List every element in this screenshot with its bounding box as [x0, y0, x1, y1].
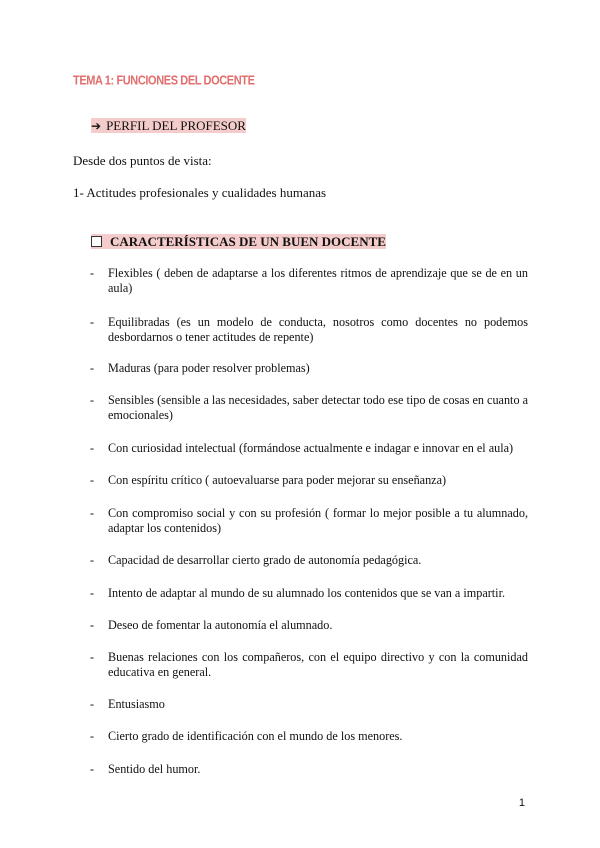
- bullet-dash: -: [90, 393, 95, 407]
- list-item: [90, 650, 528, 680]
- list-item-text: Intento de adaptar al mundo de su alumnado los contenidos que se van a impartir.: [108, 586, 506, 600]
- list-item-text: Flexibles ( deben de adaptarse a los diferentes ritmos de aprendizaje que se de en un aula): [108, 266, 528, 295]
- bullet-dash: -: [90, 650, 95, 664]
- list-item: [90, 729, 528, 744]
- page-number: 1: [518, 797, 525, 809]
- bullet-dash: -: [90, 762, 95, 776]
- list-item: [90, 697, 528, 712]
- bullet-dash: -: [90, 441, 95, 455]
- bullet-dash: -: [90, 266, 95, 280]
- subheading-text: CARACTERÍSTICAS DE UN BUEN DOCENTE: [110, 234, 386, 249]
- list-item-text: Con compromiso social y con su profesión ( formar lo mejor posible a tu alumnado, adaptar los contenidos): [108, 506, 528, 535]
- bullet-dash: -: [90, 553, 95, 567]
- list-item: [90, 506, 528, 536]
- bullet-dash: -: [90, 618, 95, 632]
- section-heading: [91, 118, 246, 134]
- list-item-text: Buenas relaciones con los compañeros, con el equipo directivo y con la comunidad educativa en general.: [108, 650, 528, 679]
- bullet-dash: -: [90, 361, 95, 375]
- list-item-text: Entusiasmo: [108, 697, 165, 711]
- section-heading-text: PERFIL DEL PROFESOR: [106, 118, 246, 133]
- list-item-text: Maduras (para poder resolver problemas): [108, 361, 310, 375]
- bullet-dash: -: [90, 315, 95, 329]
- intro-line: Desde dos puntos de vista:: [73, 153, 212, 168]
- list-item-text: Con espíritu crítico ( autoevaluarse para poder mejorar su enseñanza): [108, 473, 447, 487]
- list-item: [90, 473, 528, 488]
- list-item-text: Equilibradas (es un modelo de conducta, nosotros como docentes no podemos desbordarnos o tener actitudes de repente): [108, 315, 528, 344]
- arrow-right-icon: ➔: [91, 119, 102, 133]
- list-item: [90, 361, 528, 376]
- bullet-dash: -: [90, 729, 95, 743]
- document-title: TEMA 1: FUNCIONES DEL DOCENTE: [73, 74, 255, 88]
- list-item-text: Cierto grado de identificación con el mundo de los menores.: [108, 729, 403, 743]
- list-item-text: Deseo de fomentar la autonomía el alumnado.: [108, 618, 333, 632]
- bullet-dash: -: [90, 506, 95, 520]
- bullet-dash: -: [90, 586, 95, 600]
- subheading: [91, 234, 386, 250]
- list-item-text: Capacidad de desarrollar cierto grado de autonomía pedagógica.: [108, 553, 422, 567]
- bullet-dash: -: [90, 697, 95, 711]
- list-item-text: Con curiosidad intelectual (formándose actualmente e indagar e innovar en el aula): [108, 441, 514, 455]
- list-item: [90, 586, 528, 601]
- point-one: 1- Actitudes profesionales y cualidades humanas: [73, 185, 327, 200]
- list-item-text: Sentido del humor.: [108, 762, 201, 776]
- list-item: [90, 393, 528, 423]
- list-item: [90, 553, 528, 568]
- list-item: [90, 618, 528, 633]
- list-item-text: Sensibles (sensible a las necesidades, saber detectar todo ese tipo de cosas en cuanto a emocionales): [108, 393, 528, 422]
- list-item: [90, 266, 528, 296]
- list-item: [90, 441, 528, 456]
- bullet-dash: -: [90, 473, 95, 487]
- checkbox-icon: [91, 236, 102, 247]
- list-item: [90, 762, 528, 777]
- list-item: [90, 315, 528, 345]
